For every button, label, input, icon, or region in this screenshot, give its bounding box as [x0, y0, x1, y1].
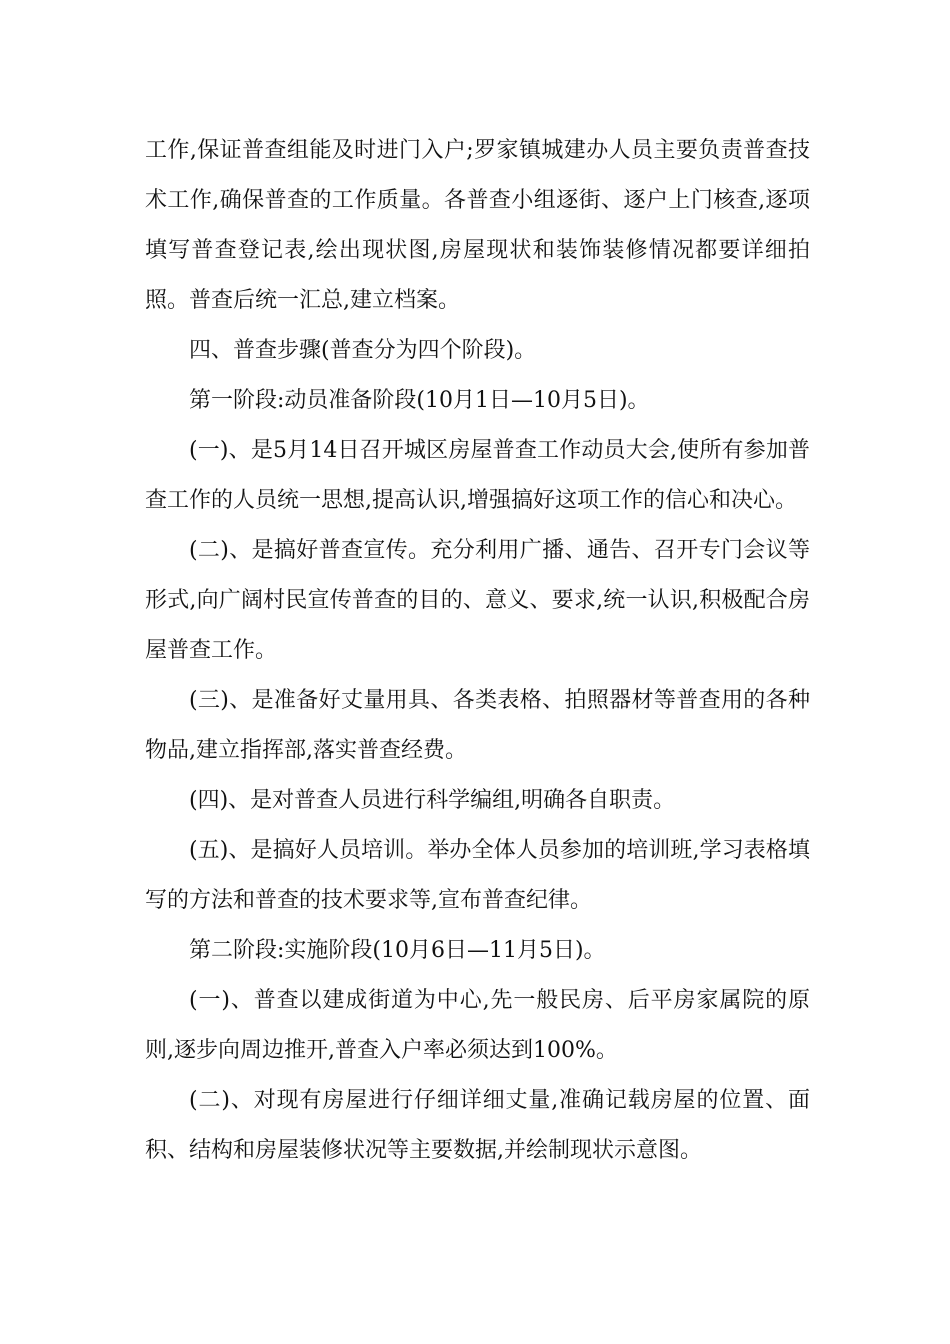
stage-one-item-2: (二)、是搞好普查宣传。充分利用广播、通告、召开专门会议等形式,向广阔村民宣传普查的目的、意义、要求,统一认识,积极配合房屋普查工作。 [145, 538, 810, 663]
stage-two-heading: 第二阶段:实施阶段(10月6日—11月5日)。 [189, 938, 606, 963]
section-heading-steps: 四、普查步骤(普查分为四个阶段)。 [189, 338, 537, 363]
document-body [145, 126, 810, 1176]
stage-one-item-1: (一)、是5月14日召开城区房屋普查工作动员大会,使所有参加普查工作的人员统一思想,提高认识,增强搞好这项工作的信心和决心。 [145, 438, 810, 513]
stage-one-item-3: (三)、是准备好丈量用具、各类表格、拍照器材等普查用的各种物品,建立指挥部,落实普查经费。 [145, 688, 810, 763]
stage-one-heading: 第一阶段:动员准备阶段(10月1日—10月5日)。 [189, 388, 650, 413]
stage-one-item-5: (五)、是搞好人员培训。举办全体人员参加的培训班,学习表格填写的方法和普查的技术要求等,宣布普查纪律。 [145, 838, 810, 913]
stage-one-item-4: (四)、是对普查人员进行科学编组,明确各自职责。 [189, 788, 676, 813]
stage-two-item-1: (一)、普查以建成街道为中心,先一般民房、后平房家属院的原则,逐步向周边推开,普查入户率必须达到100%。 [145, 988, 810, 1063]
stage-two-item-2: (二)、对现有房屋进行仔细详细丈量,准确记载房屋的位置、面积、结构和房屋装修状况等主要数据,并绘制现状示意图。 [145, 1088, 810, 1163]
paragraph-continuation: 工作,保证普查组能及时进门入户;罗家镇城建办人员主要负责普查技术工作,确保普查的工作质量。各普查小组逐街、逐户上门核查,逐项填写普查登记表,绘出现状图,房屋现状和装饰装修情况都要详细拍照。普查后统一汇总,建立档案。 [145, 138, 810, 313]
